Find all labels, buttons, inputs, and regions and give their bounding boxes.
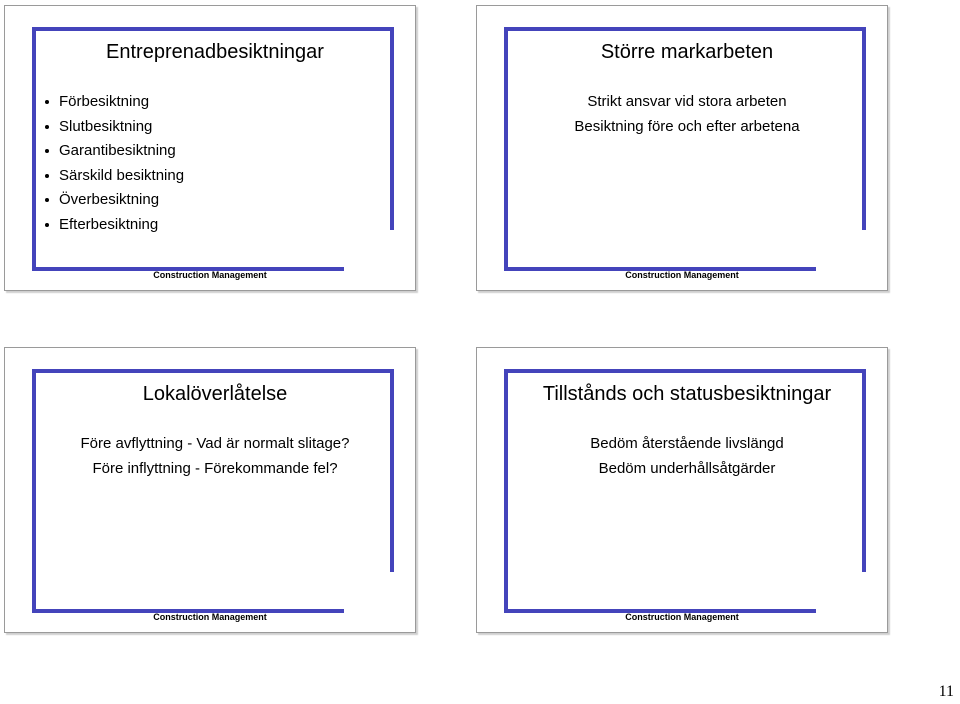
slide-title: Entreprenadbesiktningar — [106, 41, 324, 63]
slide-frame-top — [504, 27, 866, 31]
slide-footer: Construction Management — [625, 612, 739, 622]
text-line: Före avflyttning - Vad är normalt slitage? — [80, 435, 350, 452]
bullet-item: Förbesiktning — [45, 90, 184, 115]
slide-1 — [4, 5, 416, 291]
slide-text — [45, 432, 385, 481]
slide-footer: Construction Management — [153, 612, 267, 622]
slide-frame-left — [32, 369, 36, 613]
slide-frame-left — [32, 27, 36, 271]
slide-frame-top — [32, 27, 394, 31]
slide-2 — [476, 5, 888, 291]
slide-frame-right — [862, 369, 866, 572]
slide-4 — [476, 347, 888, 633]
slide-footer: Construction Management — [625, 270, 739, 280]
slide-frame-right — [862, 27, 866, 230]
bullet-item: Slutbesiktning — [45, 115, 184, 140]
text-line: Besiktning före och efter arbetena — [574, 117, 800, 135]
slide-text — [517, 90, 857, 139]
bullet-item: Särskild besiktning — [45, 164, 184, 189]
bullet-item: Efterbesiktning — [45, 213, 184, 238]
slide-frame-right — [390, 27, 394, 230]
slide-frame-top — [504, 369, 866, 373]
slide-footer: Construction Management — [153, 270, 267, 280]
text-line: Före inflyttning - Förekommande fel? — [92, 459, 338, 477]
text-line: Strikt ansvar vid stora arbeten — [587, 93, 787, 110]
text-line: Bedöm underhållsåtgärder — [598, 459, 776, 477]
bullet-item: Garantibesiktning — [45, 139, 184, 164]
slide-3 — [4, 347, 416, 633]
slide-frame-left — [504, 369, 508, 613]
text-line: Bedöm återstående livslängd — [590, 435, 784, 452]
slide-title: Större markarbeten — [600, 41, 774, 63]
page-number: 11 — [938, 683, 954, 700]
bullet-item: Överbesiktning — [45, 188, 184, 213]
slide-text — [517, 432, 857, 481]
slide-frame-left — [504, 27, 508, 271]
slide-frame-right — [390, 369, 394, 572]
slide-frame-top — [32, 369, 394, 373]
bullet-list — [45, 90, 184, 238]
slide-title: Tillstånds och statusbesiktningar — [542, 383, 832, 405]
slide-title: Lokalöverlåtelse — [142, 383, 288, 405]
